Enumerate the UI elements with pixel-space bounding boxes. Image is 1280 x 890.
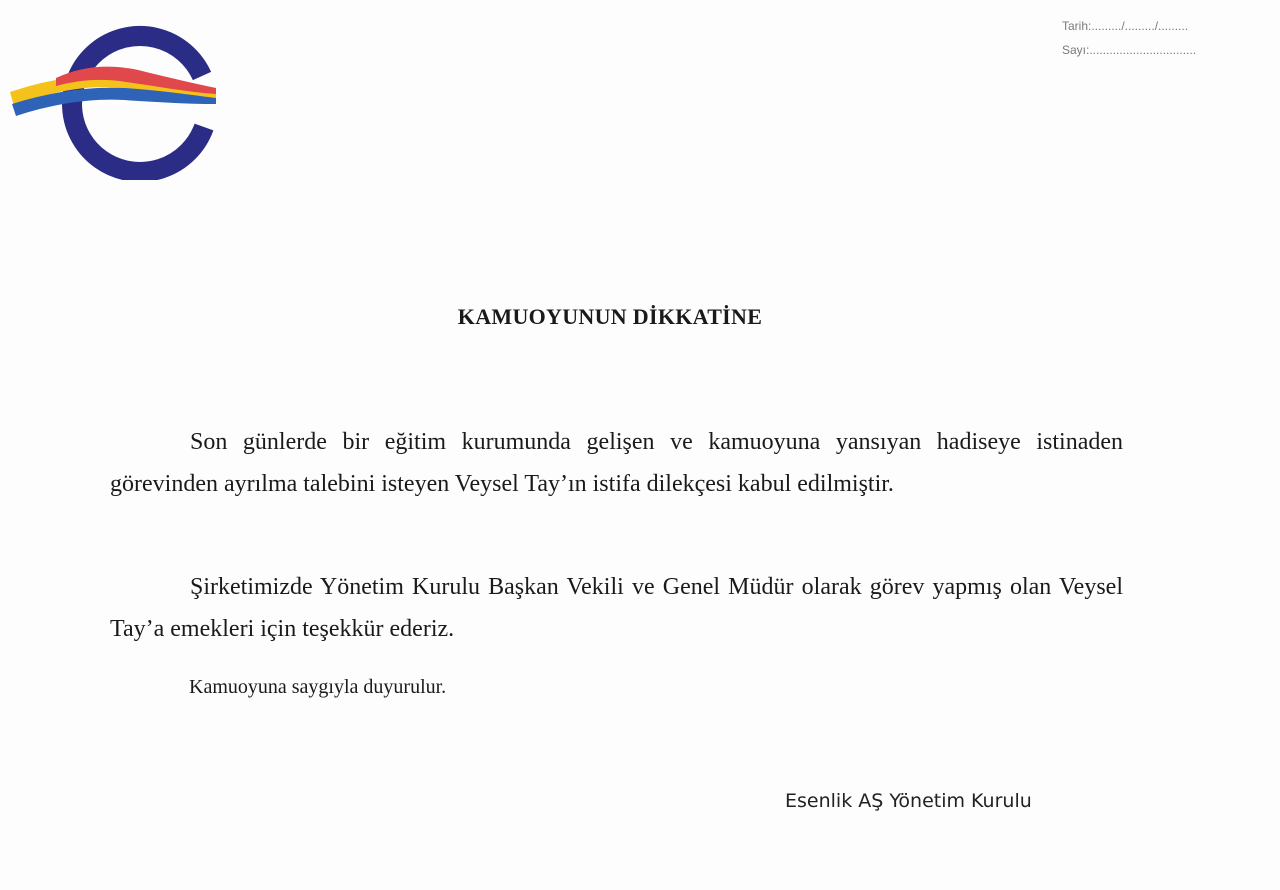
closing-line: Kamuoyuna saygıyla duyurulur. xyxy=(189,676,447,698)
company-logo xyxy=(6,20,221,180)
number-field-label: Sayı:................................ xyxy=(1062,43,1197,57)
document-title: KAMUOYUNUN DİKKATİNE xyxy=(457,304,763,329)
body-paragraph: Son günlerde bir eğitim kurumunda gelişen ve kamuoyuna yansıyan hadiseye istinaden görevinden ayrılma talebini isteyen Veysel Tay’ın istifa dilekçesi kabul edilmiştir. xyxy=(110,429,1123,497)
logo-ring xyxy=(72,36,204,172)
signature-block: Esenlik AŞ Yönetim Kurulu xyxy=(785,790,1032,812)
body-paragraph: Şirketimizde Yönetim Kurulu Başkan Vekili ve Genel Müdür olarak görev yapmış olan Veysel Tay’a emekleri için teşekkür ederiz. xyxy=(110,574,1123,642)
document-meta xyxy=(1062,14,1262,62)
date-field-label: Tarih:........./........./......... xyxy=(1062,19,1189,33)
